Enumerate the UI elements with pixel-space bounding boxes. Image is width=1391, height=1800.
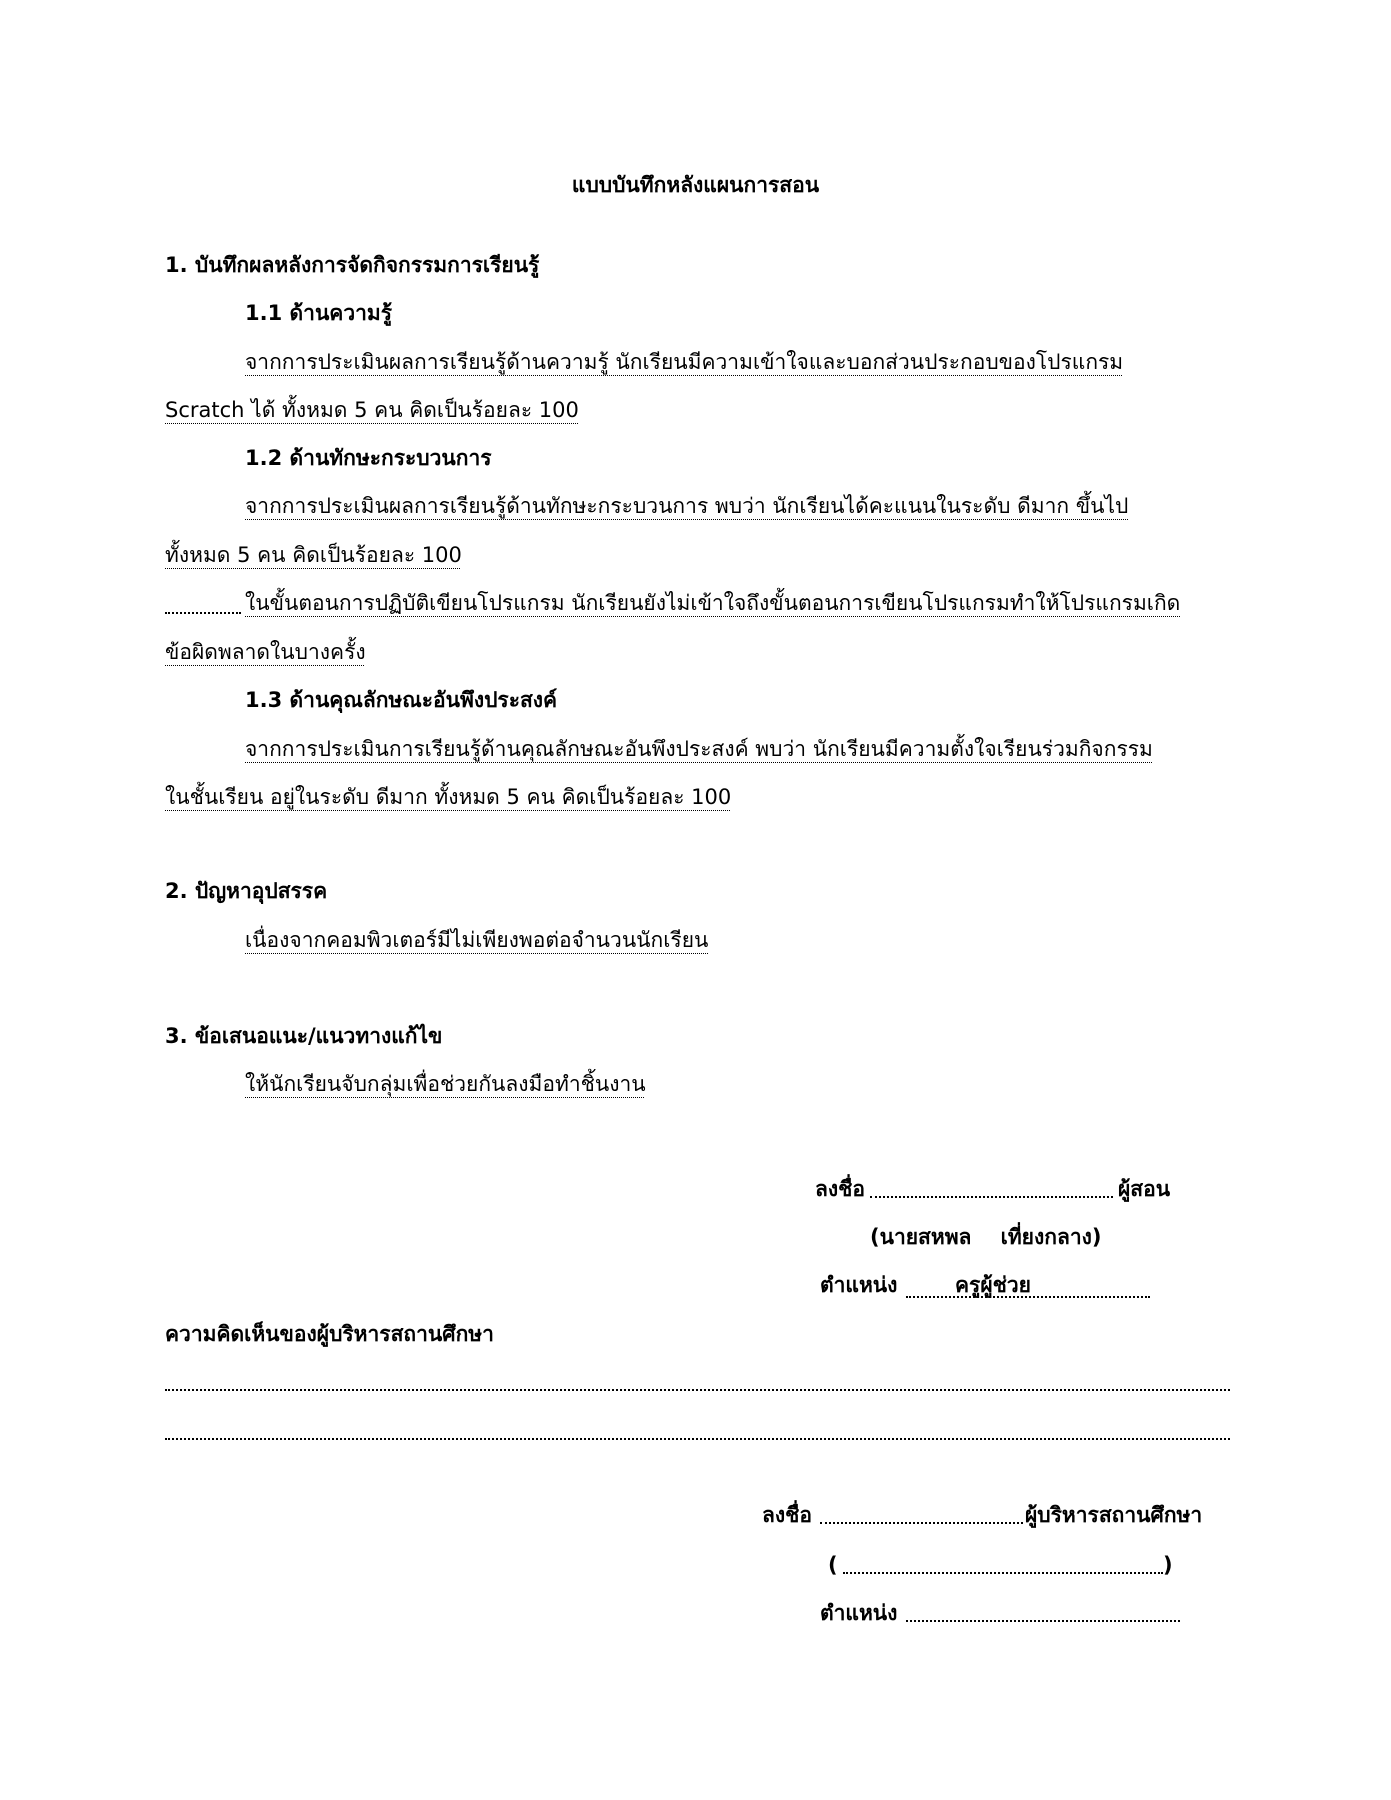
- skills-line-2: ทั้งหมด 5 คน คิดเป็นร้อยละ 100: [165, 543, 462, 567]
- comment-line-2: [165, 1438, 1230, 1440]
- section-1-3-heading: 1.3 ด้านคุณลักษณะอันพึงประสงค์: [245, 688, 558, 712]
- admin-name-open-paren: (: [828, 1553, 838, 1577]
- teacher-position: ครูผู้ช่วย: [955, 1273, 1031, 1297]
- section-2-heading: 2. ปัญหาอุปสรรค: [165, 879, 328, 903]
- admin-position-line: [906, 1620, 1180, 1622]
- knowledge-line-1: จากการประเมินผลการเรียนรู้ด้านความรู้ นักเรียนมีความเข้าใจและบอกส่วนประกอบของโปรแกรม: [245, 350, 1124, 374]
- indent-dotted-line: [165, 612, 241, 614]
- teacher-role: ผู้สอน: [1118, 1177, 1171, 1201]
- skills-line-3: ในขั้นตอนการปฏิบัติเขียนโปรแกรม นักเรียนยังไม่เข้าใจถึงขั้นตอนการเขียนโปรแกรมทำให้โปรแกรมเกิด: [245, 591, 1181, 615]
- problems-text: เนื่องจากคอมพิวเตอร์มีไม่เพียงพอต่อจำนวนนักเรียน: [245, 928, 709, 952]
- admin-signature-line: [820, 1522, 1023, 1524]
- knowledge-line-2: Scratch ได้ ทั้งหมด 5 คน คิดเป็นร้อยละ 100: [165, 398, 579, 422]
- document-title: แบบบันทึกหลังแผนการสอน: [571, 173, 820, 197]
- suggestions-text: ให้นักเรียนจับกลุ่มเพื่อช่วยกันลงมือทำชิ้นงาน: [245, 1072, 646, 1096]
- teacher-position-label: ตำแหน่ง: [820, 1273, 898, 1297]
- section-1-heading: 1. บันทึกผลหลังการจัดกิจกรรมการเรียนรู้: [165, 253, 540, 277]
- section-3-heading: 3. ข้อเสนอแนะ/แนวทางแก้ไข: [165, 1024, 443, 1048]
- skills-line-4: ข้อผิดพลาดในบางครั้ง: [165, 640, 366, 664]
- admin-sign-label: ลงชื่อ: [762, 1503, 812, 1527]
- admin-comment-heading: ความคิดเห็นของผู้บริหารสถานศึกษา: [165, 1322, 494, 1346]
- admin-name-close-paren: ): [1163, 1553, 1173, 1577]
- skills-line-1: จากการประเมินผลการเรียนรู้ด้านทักษะกระบวนการ พบว่า นักเรียนได้คะแนนในระดับ ดีมาก ขึ้นไป: [245, 494, 1129, 518]
- attributes-line-2: ในชั้นเรียน อยู่ในระดับ ดีมาก ทั้งหมด 5 คน คิดเป็นร้อยละ 100: [165, 785, 732, 809]
- attributes-line-1: จากการประเมินการเรียนรู้ด้านคุณลักษณะอันพึงประสงค์ พบว่า นักเรียนมีความตั้งใจเรียนร่วมกิจกรรม: [245, 737, 1153, 761]
- section-1-2-heading: 1.2 ด้านทักษะกระบวนการ: [245, 446, 492, 470]
- admin-name-line: [843, 1572, 1163, 1574]
- teacher-name: (นายสหพล เที่ยงกลาง): [870, 1225, 1102, 1249]
- section-1-1-heading: 1.1 ด้านความรู้: [245, 301, 393, 325]
- teacher-sign-label: ลงชื่อ: [815, 1177, 865, 1201]
- admin-position-label: ตำแหน่ง: [820, 1601, 898, 1625]
- admin-role: ผู้บริหารสถานศึกษา: [1025, 1503, 1203, 1527]
- teacher-signature-line: [870, 1196, 1113, 1198]
- comment-line-1: [165, 1389, 1230, 1391]
